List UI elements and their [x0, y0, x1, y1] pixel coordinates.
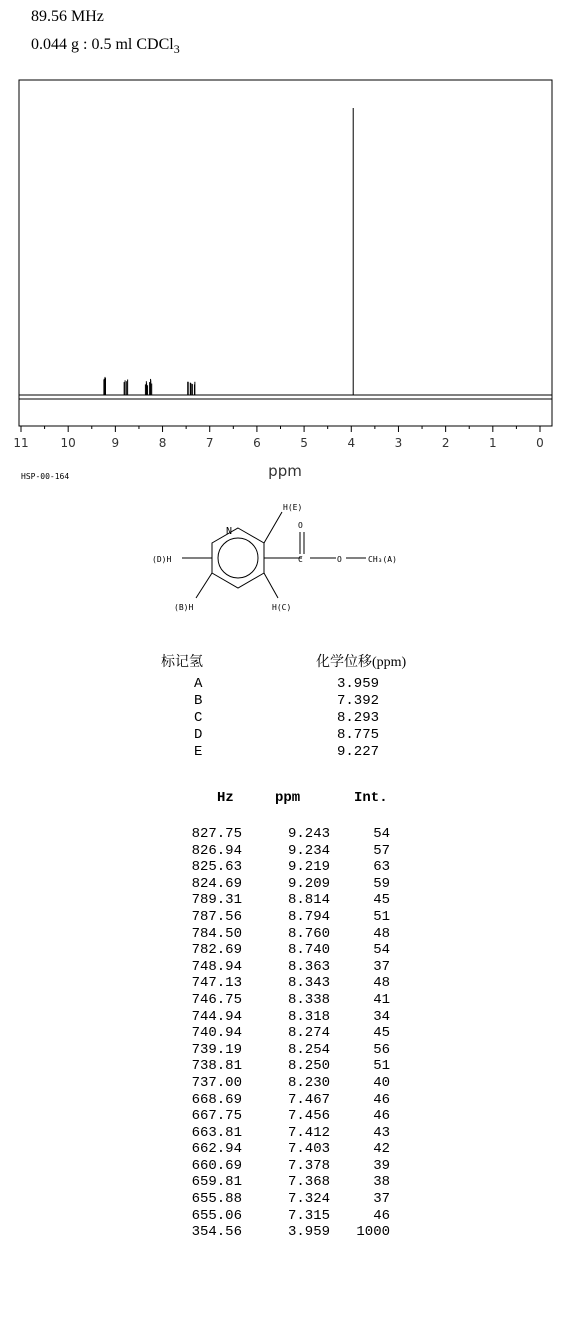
peak-ppm: 8.343 — [287, 975, 330, 992]
peak-hz: 662.94 — [191, 1141, 242, 1158]
peak-ppm: 7.315 — [287, 1207, 330, 1224]
peak-ppm: 3.959 — [287, 1224, 330, 1241]
peak-hz: 787.56 — [191, 908, 242, 925]
assignment-shift: 8.293 — [337, 710, 380, 726]
peak-int: 40 — [373, 1074, 390, 1091]
table-row — [0, 992, 570, 1009]
table-row — [0, 1191, 570, 1208]
peak-int: 54 — [373, 942, 390, 959]
x-tick-label: 7 — [205, 436, 214, 450]
assignment-shift: 8.775 — [337, 727, 380, 743]
peak-int: 51 — [373, 1058, 390, 1075]
assignment-row — [0, 744, 570, 761]
peak-hz: 826.94 — [191, 842, 242, 859]
bond-c — [264, 573, 278, 598]
peak-ppm: 8.250 — [287, 1058, 330, 1075]
peak-ppm: 9.243 — [287, 826, 330, 842]
assignment-shift: 3.959 — [337, 676, 380, 692]
table-row — [0, 876, 570, 893]
table-row — [0, 892, 570, 909]
peak-hz: 737.00 — [191, 1074, 242, 1091]
peak-hz: 739.19 — [191, 1041, 242, 1058]
peak-ppm: 7.467 — [287, 1091, 330, 1108]
peak-hz: 747.13 — [191, 975, 242, 992]
peak-table — [0, 826, 570, 1241]
atom-carbonyl-o: O — [298, 521, 303, 530]
peak-int: 45 — [373, 1025, 390, 1042]
peak-int: 43 — [373, 1124, 390, 1141]
pyridine-ring — [212, 528, 264, 588]
table-row — [0, 1125, 570, 1142]
x-tick-label: 11 — [13, 436, 29, 450]
peak-hz: 827.75 — [191, 826, 242, 842]
x-tick-label: 6 — [253, 436, 261, 450]
table-row — [0, 1058, 570, 1075]
table-row — [0, 1224, 570, 1241]
peak-ppm: 7.412 — [287, 1124, 330, 1141]
sample-subscript: 3 — [173, 42, 180, 57]
peak-int: 38 — [373, 1174, 390, 1191]
table-row — [0, 926, 570, 943]
table-row — [0, 1025, 570, 1042]
assignment-label: B — [194, 693, 203, 709]
peak-layer — [104, 108, 353, 395]
assignment-shift: 7.392 — [337, 693, 380, 709]
peak-int: 39 — [373, 1157, 390, 1174]
molecule-structure — [0, 490, 570, 650]
peak-hz: 746.75 — [191, 991, 242, 1008]
peak-hz: 744.94 — [191, 1008, 242, 1025]
peak-hz: 748.94 — [191, 958, 242, 975]
peak-ppm: 8.794 — [287, 908, 330, 925]
peak-hz: 668.69 — [191, 1091, 242, 1108]
peak-hz: 663.81 — [191, 1124, 242, 1141]
peak-hz: 784.50 — [191, 925, 242, 942]
assignment-row — [0, 693, 570, 710]
nmr-spectrum-chart — [0, 0, 570, 470]
peak-hz: 740.94 — [191, 1025, 242, 1042]
assignment-row — [0, 727, 570, 744]
x-axis-label: ppm — [268, 462, 302, 480]
atom-ch3a: CH₃(A) — [368, 555, 397, 564]
peak-int: 45 — [373, 892, 390, 909]
peak-int: 59 — [373, 875, 390, 892]
peak-int: 48 — [373, 925, 390, 942]
peak-ppm: 8.274 — [287, 1025, 330, 1042]
x-axis-ticks — [13, 426, 543, 450]
peak-ppm: 7.403 — [287, 1141, 330, 1158]
peak-ppm: 8.814 — [287, 892, 330, 909]
peak-int: 1000 — [356, 1224, 390, 1241]
table-row — [0, 859, 570, 876]
table-row — [0, 975, 570, 992]
table-row — [0, 959, 570, 976]
peak-hz: 659.81 — [191, 1174, 242, 1191]
peak-int: 46 — [373, 1207, 390, 1224]
peak-ppm: 8.760 — [287, 925, 330, 942]
peak-hz: 655.88 — [191, 1191, 242, 1208]
table-row — [0, 942, 570, 959]
frequency-label: 89.56 MHz — [31, 8, 104, 25]
bond-e — [264, 512, 282, 543]
x-tick-label: 9 — [111, 436, 120, 450]
peak-int: 54 — [373, 826, 390, 842]
table-row — [0, 1174, 570, 1191]
peak-ppm: 7.378 — [287, 1157, 330, 1174]
peak-int: 51 — [373, 908, 390, 925]
peak-int: 46 — [373, 1108, 390, 1125]
atom-n: N — [226, 526, 233, 537]
peak-int: 48 — [373, 975, 390, 992]
atom-c: C — [298, 555, 303, 564]
x-tick-label: 5 — [300, 436, 308, 450]
peak-ppm: 7.368 — [287, 1174, 330, 1191]
assignment-label: C — [194, 710, 203, 726]
table-row — [0, 843, 570, 860]
atom-dh: (D)H — [152, 555, 172, 564]
x-tick-label: 3 — [394, 436, 403, 450]
table-row — [0, 1075, 570, 1092]
peak-header-hz: Hz — [217, 790, 234, 806]
assignment-label: E — [194, 744, 203, 760]
peak-int: 57 — [373, 842, 390, 859]
table-row — [0, 1208, 570, 1225]
assignment-row — [0, 676, 570, 693]
peak-hz: 667.75 — [191, 1108, 242, 1125]
peak-int: 46 — [373, 1091, 390, 1108]
assignment-row — [0, 710, 570, 727]
peak-int: 56 — [373, 1041, 390, 1058]
peak-hz: 354.56 — [191, 1224, 242, 1241]
peak-hz: 782.69 — [191, 942, 242, 959]
table-row — [0, 1108, 570, 1125]
peak-ppm: 8.363 — [287, 958, 330, 975]
x-tick-label: 8 — [158, 436, 167, 450]
table-row — [0, 826, 570, 843]
peak-ppm: 8.740 — [287, 942, 330, 959]
peak-ppm: 8.318 — [287, 1008, 330, 1025]
peak-int: 42 — [373, 1141, 390, 1158]
peak-ppm: 9.234 — [287, 842, 330, 859]
peak-ppm: 9.209 — [287, 875, 330, 892]
table-row — [0, 1141, 570, 1158]
table-row — [0, 1092, 570, 1109]
assignment-header-label: 标记氢 — [161, 655, 203, 670]
spectrum-code: HSP-00-164 — [21, 472, 70, 481]
peak-header-int: Int. — [354, 790, 388, 806]
peak-ppm: 8.338 — [287, 991, 330, 1008]
peak-hz: 660.69 — [191, 1157, 242, 1174]
assignment-label: D — [194, 727, 203, 743]
bond-b — [196, 573, 212, 598]
peak-int: 37 — [373, 958, 390, 975]
peak-hz: 824.69 — [191, 875, 242, 892]
peak-int: 34 — [373, 1008, 390, 1025]
assignment-label: A — [194, 676, 203, 692]
assignment-header-shift: 化学位移(ppm) — [316, 655, 407, 670]
x-tick-label: 0 — [536, 436, 544, 450]
peak-ppm: 9.219 — [287, 859, 330, 876]
atom-ester-o: O — [337, 555, 342, 564]
table-row — [0, 1009, 570, 1026]
atom-he: H(E) — [283, 503, 303, 512]
assignment-shift: 9.227 — [337, 744, 380, 760]
peak-ppm: 8.230 — [287, 1074, 330, 1091]
plot-frame — [19, 80, 552, 426]
x-tick-label: 4 — [347, 436, 356, 450]
peak-ppm: 7.456 — [287, 1108, 330, 1125]
peak-ppm: 8.254 — [287, 1041, 330, 1058]
table-row — [0, 1042, 570, 1059]
peak-hz: 825.63 — [191, 859, 242, 876]
peak-hz: 789.31 — [191, 892, 242, 909]
peak-int: 37 — [373, 1191, 390, 1208]
x-tick-label: 1 — [488, 436, 497, 450]
ring-hexagon — [212, 528, 264, 588]
peak-hz: 738.81 — [191, 1058, 242, 1075]
peak-int: 63 — [373, 859, 390, 876]
table-row — [0, 909, 570, 926]
peak-ppm: 7.324 — [287, 1191, 330, 1208]
x-tick-label: 2 — [441, 436, 450, 450]
peak-int: 41 — [373, 991, 390, 1008]
peak-header-ppm: ppm — [275, 790, 301, 806]
sample-prefix: 0.044 g : 0.5 ml CDCl — [31, 36, 174, 53]
x-tick-label: 10 — [60, 436, 76, 450]
atom-bh: (B)H — [174, 603, 194, 612]
assignment-table — [0, 676, 570, 761]
atom-hc: H(C) — [272, 603, 292, 612]
peak-hz: 655.06 — [191, 1207, 242, 1224]
table-row — [0, 1158, 570, 1175]
ring-aromatic-circle — [218, 538, 258, 578]
